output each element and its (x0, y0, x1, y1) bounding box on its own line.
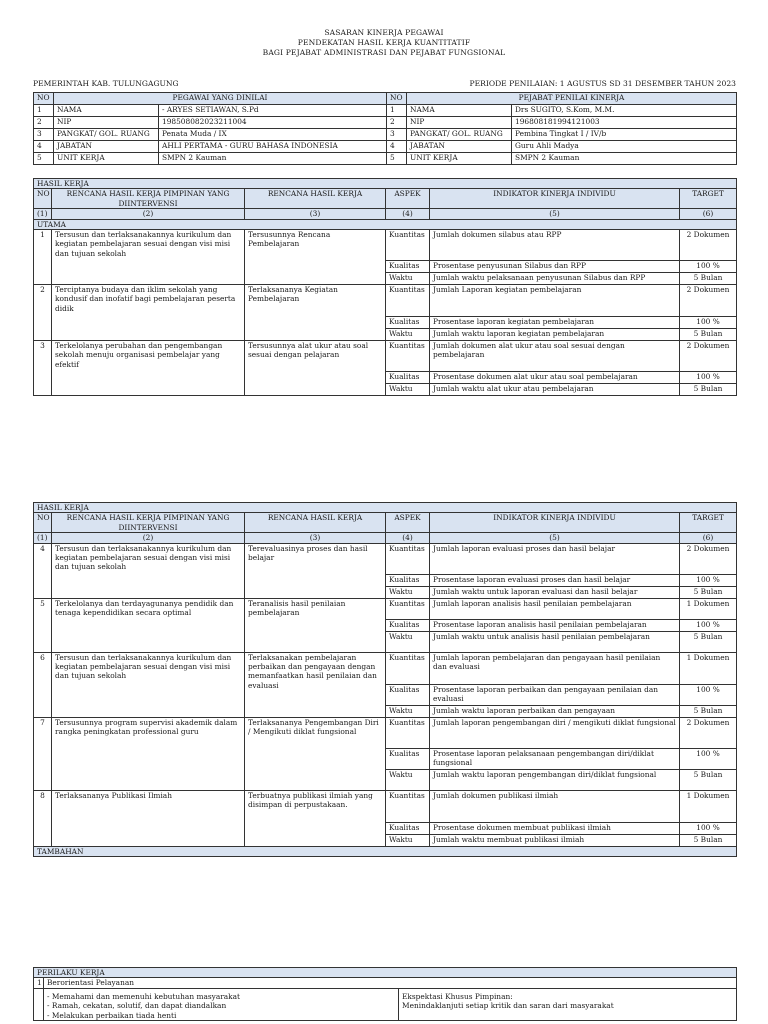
aspect: Kuantitas (386, 598, 430, 619)
field-label: NAMA (54, 105, 159, 117)
target: 5 Bulan (680, 273, 737, 285)
row-number: 5 (34, 153, 54, 165)
indicator: Jumlah dokumen silabus atau RPP (430, 230, 680, 261)
work-plan: Terevaluasinya proses dan hasil belajar (245, 543, 386, 598)
field-label: NAMA (407, 105, 512, 117)
aspect: Kualitas (386, 574, 430, 586)
col-no-header: NO (34, 513, 52, 533)
utama-section-row (34, 219, 737, 229)
employee-value: 198508082023211004 (159, 117, 387, 129)
work-results-header (34, 179, 737, 220)
indicator: Jumlah waktu laporan perbaikan dan pengayaan (430, 705, 680, 717)
col-indicator-header: INDIKATOR KINERJA INDIVIDU (430, 513, 680, 533)
target: 1 Dokumen (680, 790, 737, 822)
leader-plan: Tersusun dan terlaksanakannya kurikulum dan kegiatan pembelajaran sesuai dengan visi misi dan tujuan sekolah (52, 652, 245, 717)
col-leader-plan-header: RENCANA HASIL KERJA PIMPINAN YANG DIINTERVENSI (52, 513, 245, 533)
row-number: 1 (34, 105, 54, 117)
aspect: Waktu (386, 273, 430, 285)
target: 1 Dokumen (680, 652, 737, 684)
no-header: NO (34, 93, 54, 105)
indicator: Jumlah waktu untuk analisis hasil penilaian pembelajaran (430, 631, 680, 652)
field-label: PANGKAT/ GOL. RUANG (54, 129, 159, 141)
leader-plan: Terkelolanya perubahan dan pengembangan sekolah menuju organisasi pembelajar yang efektif (52, 341, 245, 396)
utama-label: UTAMA (34, 219, 737, 229)
indicator-row (34, 285, 737, 317)
item-number: 8 (34, 790, 52, 846)
aspect: Kualitas (386, 684, 430, 705)
assessment-period: PERIODE PENILAIAN: 1 AGUSTUS SD 31 DESEMBER TAHUN 2023 (469, 79, 736, 88)
aspect: Waktu (386, 705, 430, 717)
aspect: Kuantitas (386, 230, 430, 261)
indicator: Jumlah laporan analisis hasil penilaian pembelajaran (430, 598, 680, 619)
column-number: (4) (386, 533, 430, 543)
indicator-row (34, 652, 737, 684)
aspect: Waktu (386, 384, 430, 396)
leader-plan: Tersusun dan terlaksanakannya kurikulum dan kegiatan pembelajaran sesuai dengan visi misi dan tujuan sekolah (52, 543, 245, 598)
indicator-row (34, 230, 737, 261)
aspect: Waktu (386, 631, 430, 652)
identity-row (34, 141, 737, 153)
row-number: 4 (34, 141, 54, 153)
section-title-row (34, 179, 737, 189)
assessor-value: Drs SUGITO, S.Kom, M.M. (512, 105, 737, 117)
expectation-label: Ekspektasi Khusus Pimpinan: (402, 991, 513, 1001)
leader-plan: Tersusun dan terlaksanakannya kurikulum dan kegiatan pembelajaran sesuai dengan visi misi dan tujuan sekolah (52, 230, 245, 285)
work-results-table-1 (33, 178, 737, 396)
aspect: Kuantitas (386, 717, 430, 748)
target: 2 Dokumen (680, 543, 737, 574)
indicator: Jumlah waktu laporan kegiatan pembelajaran (430, 329, 680, 341)
tambahan-section-row (34, 846, 737, 856)
tambahan-label: TAMBAHAN (34, 846, 737, 856)
indicator: Jumlah Laporan kegiatan pembelajaran (430, 285, 680, 317)
assessor-value: 196808181994121003 (512, 117, 737, 129)
leader-plan: Terkelolanya dan terdayagunanya pendidik dan tenaga kependidikan secara optimal (52, 598, 245, 652)
item-number: 3 (34, 341, 52, 396)
row-number: 2 (34, 117, 54, 129)
target: 5 Bulan (680, 834, 737, 846)
indicator: Jumlah dokumen publikasi ilmiah (430, 790, 680, 822)
indicator: Jumlah laporan pembelajaran dan pengayaan hasil penilaian dan evaluasi (430, 652, 680, 684)
assessor-value: Guru Ahli Madya (512, 141, 737, 153)
work-plan: Tersusunnya Rencana Pembelajaran (245, 230, 386, 285)
aspect: Kualitas (386, 822, 430, 834)
column-number: (6) (680, 209, 737, 219)
organization-name: PEMERINTAH KAB. TULUNGAGUNG (33, 79, 179, 88)
behavior-point: - Memahami dan memenuhi kebutuhan masyarakat (47, 991, 241, 1001)
field-label: UNIT KERJA (54, 153, 159, 165)
work-plan: Terbuatnya publikasi ilmiah yang disimpan di perpustakaan. (245, 790, 386, 846)
aspect: Kualitas (386, 261, 430, 273)
behavior-point: - Ramah, cekatan, solutif, dan dapat diandalkan (47, 1001, 227, 1011)
item-number: 7 (34, 717, 52, 790)
target: 100 % (680, 574, 737, 586)
behavior-item-row (34, 978, 737, 988)
document-subtitle: PENDEKATAN HASIL KERJA KUANTITATIF (297, 38, 471, 47)
employee-value: AHLI PERTAMA - GURU BAHASA INDONESIA (159, 141, 387, 153)
col-no-header: NO (34, 189, 52, 209)
identity-row (34, 117, 737, 129)
document-titles (0, 28, 768, 58)
no-header: NO (387, 93, 407, 105)
row-number: 3 (387, 129, 407, 141)
column-number: (5) (430, 209, 680, 219)
expectation-text: Menindaklanjuti setiap kritik dan saran dari masyarakat (402, 1001, 614, 1011)
section-title: HASIL KERJA (34, 503, 737, 513)
section-title-row (34, 503, 737, 513)
aspect: Kuantitas (386, 652, 430, 684)
col-aspect-header: ASPEK (386, 189, 430, 209)
work-plan: Terlaksananya Pengembangan Diri / Mengikuti diklat fungsional (245, 717, 386, 790)
item-number: 6 (34, 652, 52, 717)
target: 100 % (680, 372, 737, 384)
work-behavior-header-row (34, 968, 737, 978)
col-plan-header: RENCANA HASIL KERJA (245, 189, 386, 209)
column-number: (1) (34, 533, 52, 543)
column-number: (2) (52, 533, 245, 543)
work-plan: Teranalisis hasil penilaian pembelajaran (245, 598, 386, 652)
field-label: JABATAN (407, 141, 512, 153)
leader-plan: Tersusunnya program supervisi akademik dalam rangka peningkatan professional guru (52, 717, 245, 790)
column-number-row (34, 533, 737, 543)
indicator: Jumlah waktu pelaksanaan penyusunan Silabus dan RPP (430, 273, 680, 285)
indicator-row (34, 790, 737, 822)
target: 5 Bulan (680, 631, 737, 652)
target: 100 % (680, 317, 737, 329)
target: 5 Bulan (680, 586, 737, 598)
aspect: Kuantitas (386, 285, 430, 317)
identity-row (34, 105, 737, 117)
work-behavior-title: PERILAKU KERJA (34, 968, 737, 978)
column-number: (5) (430, 533, 680, 543)
target: 5 Bulan (680, 384, 737, 396)
column-number: (3) (245, 533, 386, 543)
field-label: UNIT KERJA (407, 153, 512, 165)
target: 2 Dokumen (680, 341, 737, 372)
indicator: Prosentase laporan analisis hasil penilaian pembelajaran (430, 619, 680, 631)
row-number: 3 (34, 129, 54, 141)
indicator: Prosentase laporan pelaksanaan pengembangan diri/diklat fungsional (430, 748, 680, 769)
aspect: Kualitas (386, 372, 430, 384)
field-label: PANGKAT/ GOL. RUANG (407, 129, 512, 141)
work-behavior-table (33, 967, 737, 1021)
indicator: Jumlah waktu untuk laporan evaluasi dan hasil belajar (430, 586, 680, 598)
target: 5 Bulan (680, 705, 737, 717)
column-header-row (34, 189, 737, 209)
behavior-detail-row (34, 988, 737, 1020)
column-number: (4) (386, 209, 430, 219)
leader-plan: Terlaksananya Publikasi Ilmiah (52, 790, 245, 846)
document-title: SASARAN KINERJA PEGAWAI (324, 28, 444, 37)
aspect: Kuantitas (386, 341, 430, 372)
target: 1 Dokumen (680, 598, 737, 619)
col-leader-plan-header: RENCANA HASIL KERJA PIMPINAN YANG DIINTERVENSI (52, 189, 245, 209)
column-number: (3) (245, 209, 386, 219)
identity-row (34, 153, 737, 165)
aspect: Waktu (386, 834, 430, 846)
column-number: (2) (52, 209, 245, 219)
behavior-title: Berorientasi Pelayanan (44, 978, 737, 988)
column-number: (6) (680, 533, 737, 543)
row-number: 1 (387, 105, 407, 117)
aspect: Kuantitas (386, 543, 430, 574)
indicator: Prosentase laporan evaluasi proses dan hasil belajar (430, 574, 680, 586)
target: 100 % (680, 822, 737, 834)
employee-value: - ARYES SETIAWAN, S.Pd (159, 105, 387, 117)
indicator-row (34, 717, 737, 748)
target: 2 Dokumen (680, 230, 737, 261)
indicator: Prosentase penyusunan Silabus dan RPP (430, 261, 680, 273)
work-results-body (34, 230, 737, 396)
item-number: 2 (34, 285, 52, 341)
indicator: Prosentase dokumen membuat publikasi ilmiah (430, 822, 680, 834)
col-plan-header: RENCANA HASIL KERJA (245, 513, 386, 533)
indicator: Jumlah waktu laporan pengembangan diri/diklat fungsional (430, 769, 680, 790)
col-aspect-header: ASPEK (386, 513, 430, 533)
indicator: Prosentase dokumen alat ukur atau soal pembelajaran (430, 372, 680, 384)
employee-value: Penata Muda / IX (159, 129, 387, 141)
column-number-row (34, 209, 737, 219)
column-number: (1) (34, 209, 52, 219)
indicator: Jumlah laporan evaluasi proses dan hasil belajar (430, 543, 680, 574)
work-plan: Terlaksanakan pembelajaran perbaikan dan pengayaan dengan memanfaatkan hasil penilaian dan evaluasi (245, 652, 386, 717)
document-subtitle-2: BAGI PEJABAT ADMINISTRASI DAN PEJABAT FUNGSIONAL (262, 48, 506, 57)
row-number: 5 (387, 153, 407, 165)
indicator: Jumlah waktu alat ukur atau pembelajaran (430, 384, 680, 396)
leader-expectation (399, 988, 737, 1020)
aspect: Kualitas (386, 619, 430, 631)
behavior-number: 1 (34, 978, 44, 988)
work-results-body (34, 543, 737, 846)
target: 5 Bulan (680, 769, 737, 790)
indicator: Jumlah dokumen alat ukur atau soal sesuai dengan pembelajaran (430, 341, 680, 372)
col-target-header: TARGET (680, 513, 737, 533)
target: 100 % (680, 748, 737, 769)
behavior-points (44, 988, 399, 1020)
indicator-row (34, 341, 737, 372)
target: 100 % (680, 684, 737, 705)
aspect: Kuantitas (386, 790, 430, 822)
indicator: Prosentase laporan perbaikan dan pengayaan penilaian dan evaluasi (430, 684, 680, 705)
behavior-point: - Melakukan perbaikan tiada henti (47, 1010, 177, 1020)
target: 100 % (680, 619, 737, 631)
indicator: Jumlah laporan pengembangan diri / mengikuti diklat fungsional (430, 717, 680, 748)
target: 100 % (680, 261, 737, 273)
identity-row (34, 129, 737, 141)
target: 2 Dokumen (680, 285, 737, 317)
item-number: 1 (34, 230, 52, 285)
aspect: Waktu (386, 586, 430, 598)
aspect: Kualitas (386, 317, 430, 329)
row-number: 2 (387, 117, 407, 129)
indicator: Prosentase laporan kegiatan pembelajaran (430, 317, 680, 329)
indicator-row (34, 543, 737, 574)
aspect: Kualitas (386, 748, 430, 769)
indicator: Jumlah waktu membuat publikasi ilmiah (430, 834, 680, 846)
row-number: 4 (387, 141, 407, 153)
target: 2 Dokumen (680, 717, 737, 748)
field-label: NIP (407, 117, 512, 129)
col-indicator-header: INDIKATOR KINERJA INDIVIDU (430, 189, 680, 209)
aspect: Waktu (386, 329, 430, 341)
target: 5 Bulan (680, 329, 737, 341)
employee-header: PEGAWAI YANG DINILAI (54, 93, 387, 105)
work-plan: Terlaksananya Kegiatan Pembelajaran (245, 285, 386, 341)
work-plan: Tersusunnya alat ukur atau soal sesuai dengan pelajaran (245, 341, 386, 396)
employee-value: SMPN 2 Kauman (159, 153, 387, 165)
aspect: Waktu (386, 769, 430, 790)
section-title: HASIL KERJA (34, 179, 737, 189)
work-results-header (34, 503, 737, 544)
assessor-value: SMPN 2 Kauman (512, 153, 737, 165)
identity-header-row (34, 93, 737, 105)
identity-table (33, 92, 737, 165)
field-label: JABATAN (54, 141, 159, 153)
column-header-row (34, 513, 737, 533)
field-label: NIP (54, 117, 159, 129)
indicator-row (34, 598, 737, 619)
identity-rows (34, 105, 737, 165)
item-number: 5 (34, 598, 52, 652)
item-number: 4 (34, 543, 52, 598)
col-target-header: TARGET (680, 189, 737, 209)
behavior-blank (34, 988, 44, 1020)
assessor-header: PEJABAT PENILAI KINERJA (407, 93, 737, 105)
work-results-table-2 (33, 502, 737, 857)
assessor-value: Pembina Tingkat I / IV/b (512, 129, 737, 141)
leader-plan: Terciptanya budaya dan iklim sekolah yang kondusif dan inofatif bagi pembelajaran peserta didik (52, 285, 245, 341)
